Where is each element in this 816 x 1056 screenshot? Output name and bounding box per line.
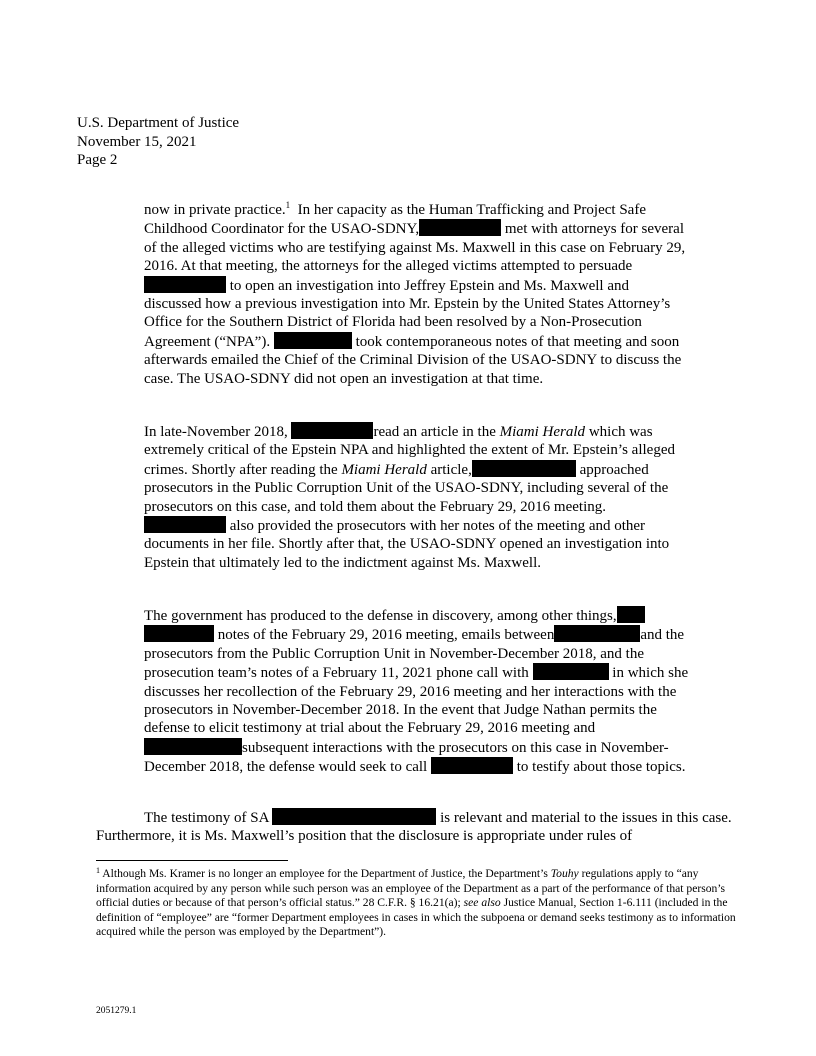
p3-text-a: The government has produced to the defense in discovery, among other things, [144,608,617,624]
redaction-block [144,516,226,533]
redaction-block [472,460,576,477]
redaction-block [144,276,226,293]
letter-header [77,114,239,170]
header-org: U.S. Department of Justice [77,115,240,131]
p3-text-c: and the prosecutors from the Public Corruption Unit in November-December 2018, and the prosecution team’s notes of a February 11, 2021 phone call with [144,627,685,682]
p2-text-f: article, [430,461,472,478]
footnote-case-name: Touhy [550,867,579,880]
p3-text-b: notes of the February 29, 2016 meeting, emails between [217,627,555,644]
p1-text-a: now in private practice. [144,202,286,218]
p1-text-d: to open an investigation into Jeffrey Epstein and Ms. Maxwell and discussed how a previous investigation into Mr. Epstein by the United States Attorney’s Office for the Southern District of Florida had been resolved by a Non-Prosecution Agreement (“NPA”). [144,277,671,350]
redaction-block [554,625,640,642]
p1-text-e: took contemporaneous notes of that meeting and soon afterwards emailed the Chief of the Criminal Division of the USAO-SDNY to discuss the case. The USAO-SDNY did not open an investigation at that time. [144,333,682,387]
redaction-block [144,738,242,755]
footnote-1 [96,867,736,940]
redaction-block [617,606,645,623]
footnote-text-b: regulations apply to “any information acquired by any person while such person was an employee of the Department as a part of the performance of that person’s official duties or because of that person’s official status.” 28 C.F.R. § 16.21(a); [96,867,726,910]
paragraph-4 [96,808,736,846]
footnote-text-c: Justice Manual, Section 1-6.111 (included in the definition of “employee” are “former Department employees in cases in which the subpoena or demand seeks testimony as to information acquired while the person was employed by the Department”). [96,896,736,939]
p2-text-b: read an article in the [373,424,496,440]
p2-publication-title-2: Miami Herald [341,461,427,478]
redaction-block [291,422,373,439]
footnote-ref-1: 1 [285,200,291,210]
redaction-block [274,332,352,349]
redaction-block [419,219,501,236]
footnote-divider [96,860,288,861]
paragraph-1 [144,201,689,388]
p1-text-b: In her capacity as the Human Trafficking and Project Safe Childhood Coordinator for the USAO-SDNY, [144,202,646,238]
p2-text-a: In late-November 2018, [144,424,288,440]
header-date: November 15, 2021 [77,133,197,150]
redaction-block [533,663,609,680]
header-page-number: Page 2 [77,152,118,168]
paragraph-3 [144,606,689,777]
p2-publication-title: Miami Herald [499,424,586,440]
p1-text-c: met with attorneys for several of the alleged victims who are testifying against Ms. Maxwell in this case on February 29, 2016. At that meeting, the attorneys for the alleged victims attempted to persuade [144,221,686,275]
p3-text-e: subsequent interactions with the prosecutors on this case in November-December 2018, the defense would seek to call [144,739,669,776]
p3-text-d: in which she discusses her recollection of the February 29, 2016 meeting and her interactions with the prosecutors in November-December 2018. In the event that Judge Nathan permits the defense to elicit testimony at trial about the February 29, 2016 meeting and [144,665,689,737]
p4-text-a: The testimony of SA [144,810,269,826]
footnote-number: 1 [96,866,100,875]
p4-text-b: is relevant and material to the issues in this case. Furthermore, it is Ms. Maxwell’s position that the disclosure is appropriate under rules of [96,810,732,845]
document-id: 2051279.1 [96,1006,137,1016]
paragraph-2 [144,422,689,572]
footnote-text-a: Although Ms. Kramer is no longer an employee for the Department of Justice, the Department’s [102,867,548,880]
footnote-signal: see also [463,896,501,910]
redaction-block [144,625,214,642]
redaction-block [272,808,436,825]
p2-text-d: which was extremely critical of the Epstein NPA and highlighted the extent of Mr. Epstein’s alleged crimes. Shortly after reading the [144,424,675,478]
p3-text-f: to testify about those topics. [516,759,686,776]
redaction-block [431,757,513,774]
p2-text-g: approached prosecutors in the Public Corruption Unit of the USAO-SDNY, including several of the prosecutors on this case, and told them about the February 29, 2016 meeting. [144,461,669,515]
p2-text-h: also provided the prosecutors with her notes of the meeting and other documents in her file. Shortly after that, the USAO-SDNY opened an investigation into Epstein that ultimately led to the indictment against Ms. Maxwell. [144,518,670,571]
